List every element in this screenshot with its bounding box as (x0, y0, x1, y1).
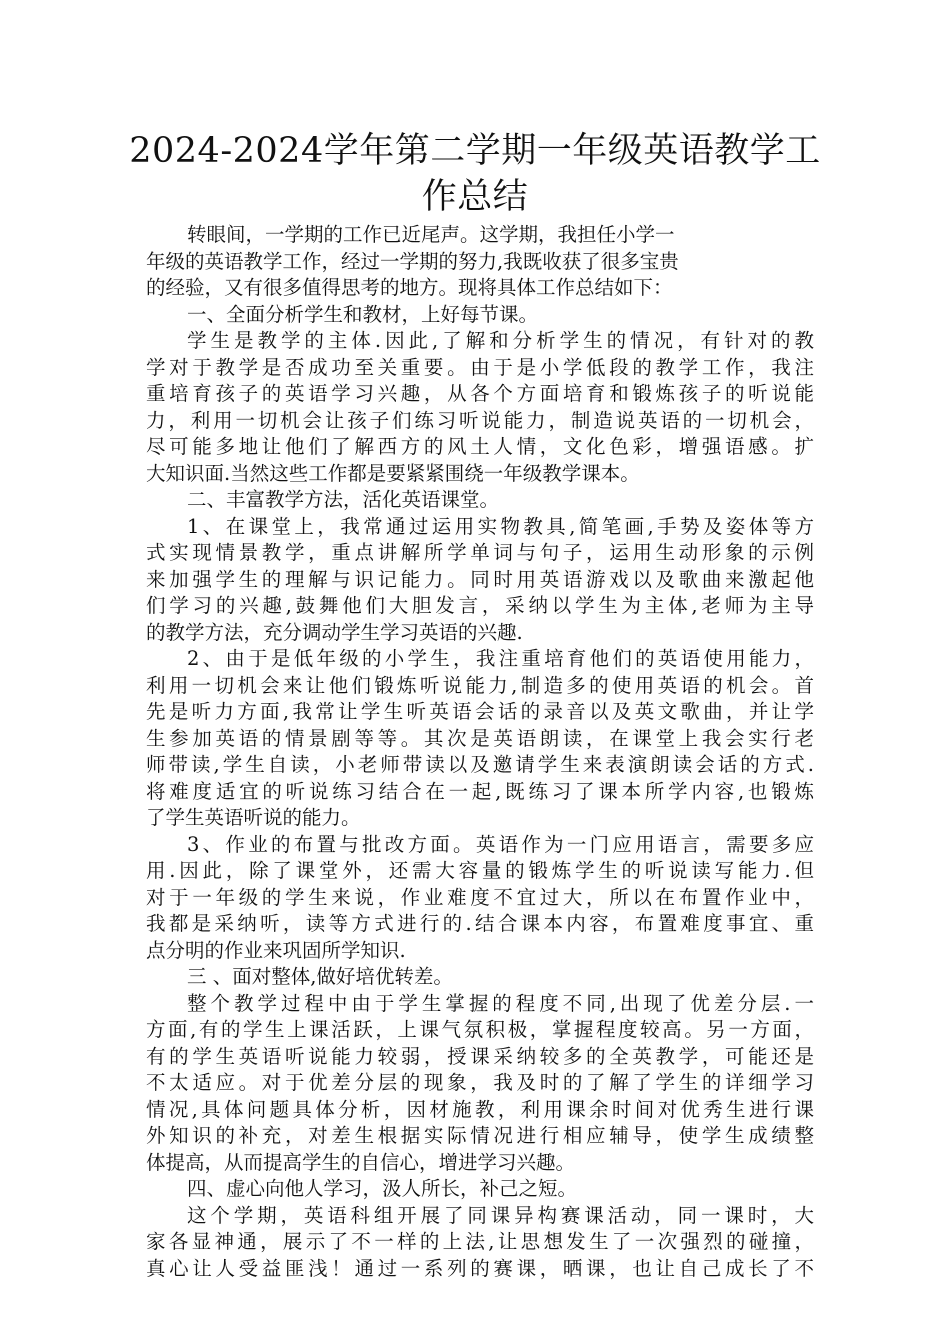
text-line: 先是听力方面,我常让学生听英语会话的录音以及英文歌曲，并让学 (146, 700, 814, 723)
document-title (120, 128, 830, 220)
text-line: 3、作业的布置与批改方面。英语作为一门应用语言，需要多应 (187, 832, 814, 856)
text-line: 方面,有的学生上课活跃，上课气氛积极，掌握程度较高。另一方面， (146, 1018, 814, 1041)
title-line-1: 2024-2024学年第二学期一年级英语教学工 (129, 131, 821, 171)
text-line: 一、全面分析学生和教材，上好每节课。 (187, 302, 539, 326)
text-line: 有的学生英语听说能力较弱，授课采纳较多的全英教学，可能还是 (146, 1044, 814, 1068)
text-line: 式实现情景教学，重点讲解所学单词与句子，运用生动形象的示例 (146, 541, 814, 564)
text-line: 我都是采纳听，读等方式进行的.结合课本内容，布置难度事宜、重 (146, 912, 814, 935)
text-line: 的经验，又有很多值得思考的地方。现将具体工作总结如下： (146, 276, 673, 299)
text-line: 对于一年级的学生来说，作业难度不宜过大，所以在布置作业中， (146, 885, 814, 909)
text-line: 真心让人受益匪浅！通过一系列的赛课，晒课，也让自己成长了不 (146, 1256, 814, 1280)
text-line: 外知识的补充，对差生根据实际情况进行相应辅导，使学生成绩整 (146, 1124, 814, 1147)
text-line: 的教学方法，充分调动学生学习英语的兴趣. (146, 620, 523, 644)
text-line: 利用一切机会来让他们锻炼听说能力,制造多的使用英语的机会。首 (146, 673, 814, 697)
text-line: 年级的英语教学工作，经过一学期的努力,我既收获了很多宝贵 (146, 249, 679, 273)
text-line: 重培育孩子的英语学习兴趣，从各个方面培育和锻炼孩子的听说能 (146, 382, 814, 405)
text-line: 二、丰富教学方法，活化英语课堂。 (187, 488, 500, 511)
text-line: 大知识面.当然这些工作都是要紧紧围绕一年级教学课本。 (146, 461, 640, 485)
text-line: 学生是教学的主体.因此,了解和分析学生的情况，有针对的教 (187, 329, 814, 352)
text-line: 这个学期，英语科组开展了同课异构赛课活动，同一课时，大 (187, 1203, 814, 1227)
text-line: 2、由于是低年级的小学生，我注重培育他们的英语使用能力， (187, 647, 814, 670)
text-line: 家各显神通，展示了不一样的上法,让思想发生了一次强烈的碰撞， (146, 1230, 814, 1253)
text-line: 学对于教学是否成功至关重要。由于是小学低段的教学工作，我注 (146, 355, 814, 379)
text-line: 三 、面对整体,做好培优转差。 (187, 965, 453, 988)
text-line: 了学生英语听说的能力。 (146, 806, 361, 829)
text-line: 用.因此，除了课堂外，还需大容量的锻炼学生的听说读写能力.但 (146, 859, 814, 882)
text-line: 点分明的作业来巩固所学知识. (146, 938, 406, 962)
text-line: 体提高，从而提高学生的自信心，增进学习兴趣。 (146, 1150, 576, 1174)
text-line: 生参加英语的情景剧等等。其次是英语朗读，在课堂上我会实行老 (146, 726, 814, 750)
text-line: 力，利用一切机会让孩子们练习听说能力，制造说英语的一切机会， (146, 408, 814, 432)
text-line: 不太适应。对于优差分层的现象，我及时的了解了学生的详细学习 (146, 1071, 814, 1094)
text-line: 转眼间，一学期的工作已近尾声。这学期，我担任小学一 (187, 223, 675, 246)
text-line: 们学习的兴趣,鼓舞他们大胆发言，采纳以学生为主体,老师为主导 (146, 594, 814, 617)
text-line: 四、虚心向他人学习，汲人所长，补己之短。 (187, 1177, 578, 1200)
text-line: 来加强学生的理解与识记能力。同时用英语游戏以及歌曲来激起他 (146, 567, 814, 591)
document-body (146, 222, 814, 1282)
text-line: 情况,具体问题具体分析，因材施教，利用课余时间对优秀生进行课 (146, 1097, 814, 1121)
text-line: 1、在课堂上，我常通过运用实物教具,简笔画,手势及姿体等方 (187, 514, 814, 538)
title-line-2: 作总结 (421, 177, 529, 217)
text-line: 整个教学过程中由于学生掌握的程度不同,出现了优差分层.一 (187, 991, 814, 1015)
text-line: 将难度适宜的听说练习结合在一起,既练习了课本所学内容,也锻炼 (146, 779, 814, 803)
text-line: 师带读,学生自读，小老师带读以及邀请学生来表演朗读会话的方式. (146, 753, 814, 776)
text-line: 尽可能多地让他们了解西方的风土人情，文化色彩，增强语感。扩 (146, 435, 814, 458)
